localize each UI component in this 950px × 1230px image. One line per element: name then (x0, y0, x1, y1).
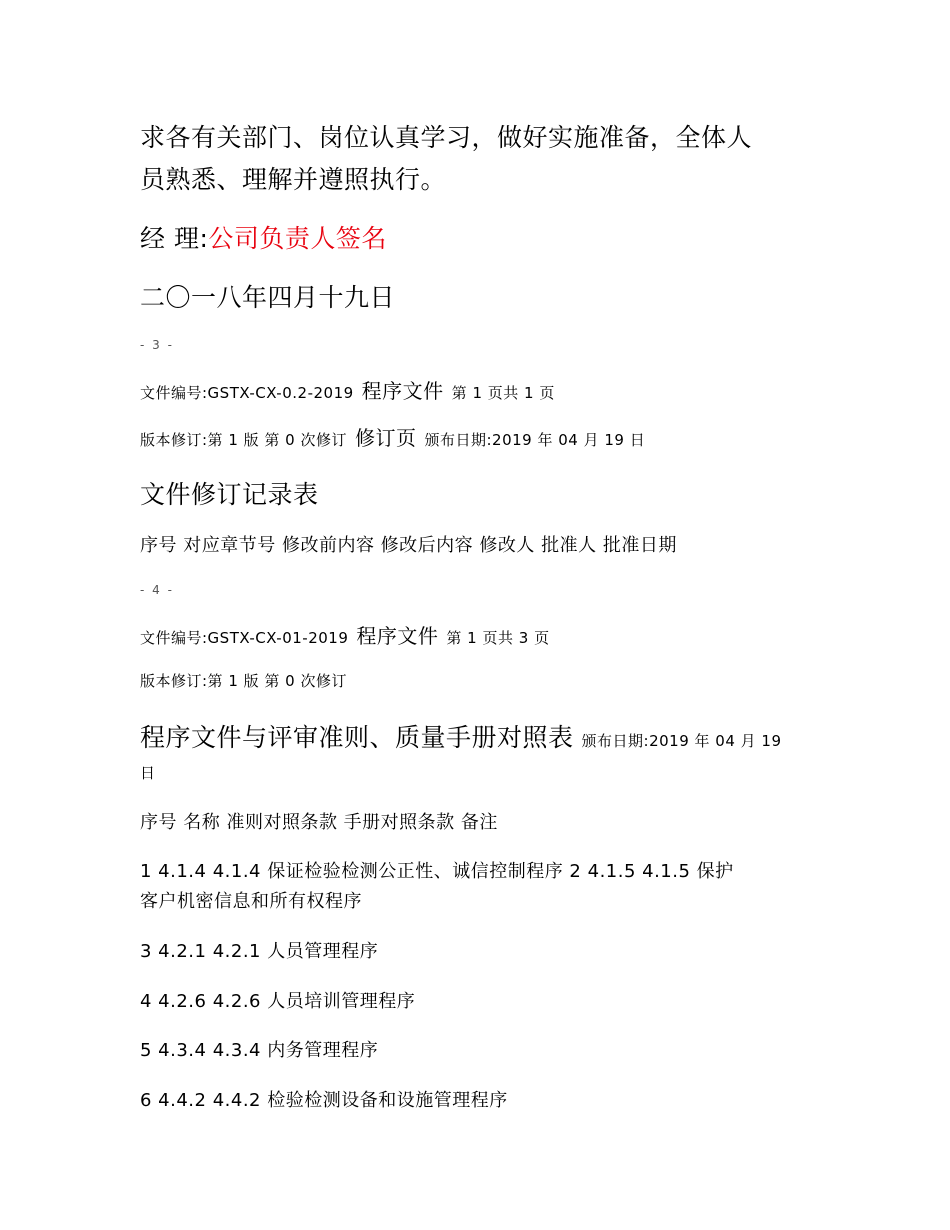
page-info: 第 1 页共 3 页 (446, 629, 550, 647)
file-header-page4 (140, 626, 550, 646)
page-marker-3: - 3 - (140, 338, 174, 352)
revision-info: 版本修订:第 1 版 第 0 次修订 (140, 431, 347, 449)
date-line: 二〇一八年四月十九日 (140, 283, 396, 312)
page-marker-4: - 4 - (140, 583, 174, 597)
section-title: 修订页 (354, 426, 417, 450)
revision-table-title: 文件修订记录表 (140, 480, 319, 509)
crossref-table-title: 程序文件与评审准则、质量手册对照表 (140, 723, 574, 752)
table-row: 1 4.1.4 4.1.4 保证检验检测公正性、诚信控制程序 2 4.1.5 4.1.5 保护 (140, 861, 734, 882)
doc-type: 程序文件 (361, 379, 444, 403)
revision-line-page4: 版本修订:第 1 版 第 0 次修订 (140, 672, 347, 690)
table-row: 6 4.4.2 4.4.2 检验检测设备和设施管理程序 (140, 1090, 508, 1111)
table-row: 3 4.2.1 4.2.1 人员管理程序 (140, 941, 379, 962)
file-number: 文件编号:GSTX-CX-0.2-2019 (140, 384, 354, 402)
file-number: 文件编号:GSTX-CX-01-2019 (140, 629, 349, 647)
issue-date-continued: 日 (140, 764, 156, 782)
table-row: 客户机密信息和所有权程序 (140, 891, 362, 912)
revision-table-header: 序号 对应章节号 修改前内容 修改后内容 修改人 批准人 批准日期 (140, 535, 677, 556)
page-info: 第 1 页共 1 页 (451, 384, 555, 402)
signature-label: 经 理: (140, 224, 209, 253)
table-row: 4 4.2.6 4.2.6 人员培训管理程序 (140, 991, 416, 1012)
table-row: 5 4.3.4 4.3.4 内务管理程序 (140, 1040, 379, 1061)
revision-line-page3 (140, 428, 645, 448)
signature-value: 公司负责人签名 (208, 224, 387, 253)
issue-date: 颁布日期:2019 年 04 月 19 日 (424, 431, 646, 449)
intro-line-1: 求各有关部门、岗位认真学习，做好实施准备，全体人 (140, 123, 753, 152)
intro-line-2: 员熟悉、理解并遵照执行。 (140, 165, 447, 194)
issue-date: 颁布日期:2019 年 04 月 19 (581, 732, 782, 750)
file-header-page3 (140, 381, 555, 401)
signature-line (140, 226, 387, 251)
doc-type: 程序文件 (356, 624, 439, 648)
crossref-table-header: 序号 名称 准则对照条款 手册对照条款 备注 (140, 812, 498, 833)
crossref-title-line (140, 725, 782, 750)
